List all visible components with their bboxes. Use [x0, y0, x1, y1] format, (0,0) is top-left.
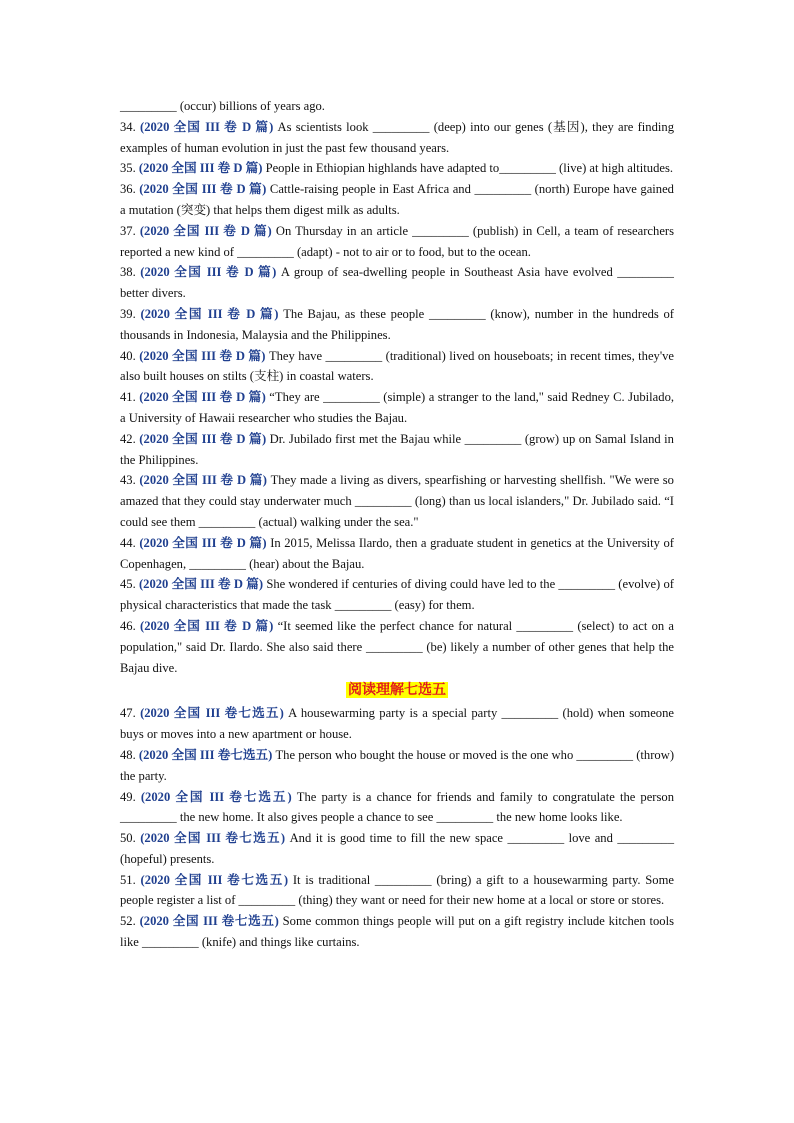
exercise-item [120, 745, 674, 787]
item-number: 38. [120, 265, 136, 280]
item-text: The party is a chance for friends and family to congratulate the person _________ the new home. It also gives people a chance to see _________ the new home looks like. [120, 789, 674, 825]
item-number: 46. [120, 618, 136, 633]
source-tag: (2020 全国 III 卷 D 篇) [139, 473, 267, 488]
item-text: As scientists look _________ (deep) into our genes (基因), they are finding examples of human evolution in just the past few thousand years. [120, 119, 674, 155]
source-tag: (2020 全国 III 卷七选五) [140, 789, 292, 804]
item-number: 48. [120, 747, 136, 762]
exercise-item [120, 117, 674, 159]
item-number: 36. [120, 182, 136, 197]
source-tag: (2020 全国 III 卷 D 篇) [140, 119, 274, 134]
source-tag: (2020 全国 III 卷 D 篇) [139, 348, 266, 363]
exercise-item [120, 911, 674, 953]
source-tag: (2020 全国 III 卷七选五) [140, 831, 286, 846]
item-text: “It seemed like the perfect chance for natural _________ (select) to act on a population," said Dr. Ilardo. She also said there _________ (be) likely a number of other genes that help the Bajau dive. [120, 618, 674, 675]
item-number: 37. [120, 223, 136, 238]
source-tag: (2020 全国 III 卷 D 篇) [139, 390, 266, 405]
item-text: The person who bought the house or moved is the one who _________ (throw) the party. [120, 747, 675, 783]
item-text: People in Ethiopian highlands have adapted to_________ (live) at high altitudes. [265, 161, 674, 176]
source-tag: (2020 全国 III 卷 D 篇) [139, 535, 267, 550]
exercise-list-d [120, 117, 674, 679]
item-number: 34. [120, 119, 136, 134]
source-tag: (2020 全国 III 卷七选五) [140, 706, 284, 721]
exercise-item [120, 387, 674, 429]
exercise-item [120, 828, 674, 870]
exercise-item [120, 870, 674, 912]
item-text: Some common things people will put on a gift registry include kitchen tools like _________ (knife) and things like curtains. [120, 914, 674, 950]
exercise-item [120, 262, 674, 304]
exercise-item [120, 346, 674, 388]
exercise-item [120, 787, 674, 829]
source-tag: (2020 全国 III 卷 D 篇) [138, 577, 264, 592]
source-tag: (2020 全国 III 卷 D 篇) [139, 182, 267, 197]
source-tag: (2020 全国 III 卷 D 篇) [138, 161, 263, 176]
exercise-item [120, 533, 674, 575]
exercise-item [120, 470, 674, 532]
source-tag: (2020 全国 III 卷 D 篇) [140, 306, 279, 321]
source-tag: (2020 全国 III 卷七选五) [138, 747, 273, 762]
item-text: Cattle-raising people in East Africa and _________ (north) Europe have gained a mutation (突变) that helps them digest milk as adults. [120, 182, 674, 217]
item-number: 40. [120, 348, 136, 363]
item-number: 42. [120, 431, 136, 446]
section-heading [120, 679, 674, 701]
source-tag: (2020 全国 III 卷 D 篇) [139, 431, 267, 446]
exercise-item [120, 158, 674, 179]
source-tag: (2020 全国 III 卷七选五) [139, 914, 279, 929]
worksheet-page [120, 96, 674, 953]
item-number: 43. [120, 473, 136, 488]
item-number: 39. [120, 306, 136, 321]
exercise-item [120, 221, 674, 263]
item-text: Dr. Jubilado first met the Bajau while _________ (grow) up on Samal Island in the Philippines. [120, 431, 674, 467]
item-text: In 2015, Melissa Ilardo, then a graduate student in genetics at the University of Copenhagen, _________ (hear) about the Bajau. [120, 535, 674, 571]
continued-fragment: _________ (occur) billions of years ago. [120, 99, 325, 113]
section-heading-label: 阅读理解七选五 [348, 682, 446, 699]
source-tag: (2020 全国 III 卷七选五) [140, 872, 289, 887]
item-text: A housewarming party is a special party _________ (hold) when someone buys or moves into a new apartment or house. [120, 706, 674, 742]
source-tag: (2020 全国 III 卷 D 篇) [139, 223, 272, 238]
item-text: They made a living as divers, spearfishing or harvesting shellfish. "We were so amazed that they could stay underwater much _________ (long) than us local islanders," Dr. Jubilado said. “I could see them _________ (actual) walking under the sea." [120, 473, 674, 529]
exercise-item [120, 429, 674, 471]
item-number: 50. [120, 831, 136, 846]
item-text: A group of sea-dwelling people in Southeast Asia have evolved _________ better divers. [120, 265, 674, 301]
source-tag: (2020 全国 III 卷 D 篇) [140, 618, 274, 633]
item-number: 35. [120, 161, 136, 176]
item-number: 41. [120, 390, 136, 405]
item-number: 49. [120, 789, 136, 804]
item-number: 45. [120, 577, 136, 592]
item-text: They have _________ (traditional) lived on houseboats; in recent times, they've also built houses on stilts (支柱) in coastal waters. [120, 348, 675, 384]
exercise-item [120, 574, 674, 616]
source-tag: (2020 全国 III 卷 D 篇) [140, 265, 277, 280]
item-text: “They are _________ (simple) a stranger to the land," said Redney C. Jubilado, a University of Hawaii researcher who studies the Bajau. [120, 390, 675, 425]
item-text: And it is good time to fill the new space _________ love and _________ (hopeful) presents. [120, 831, 674, 866]
exercise-item [120, 179, 674, 221]
exercise-item [120, 304, 674, 346]
exercise-item [120, 703, 674, 745]
item-number: 47. [120, 706, 136, 721]
exercise-list-qixuanwu [120, 703, 674, 953]
item-text: On Thursday in an article _________ (publish) in Cell, a team of researchers reported a new kind of _________ (adapt) - not to air or to food, but to the ocean. [120, 223, 674, 259]
item-text: She wondered if centuries of diving could have led to the _________ (evolve) of physical characteristics that made the task _________ (easy) for them. [120, 577, 674, 613]
exercise-item [120, 616, 674, 678]
item-number: 52. [120, 914, 136, 929]
item-number: 44. [120, 535, 136, 550]
item-text: The Bajau, as these people _________ (know), number in the hundreds of thousands in Indonesia, Malaysia and the Philippines. [120, 306, 675, 342]
item-number: 51. [120, 872, 136, 887]
item-text: It is traditional _________ (bring) a gift to a housewarming party. Some people register a list of _________ (thing) they want or need for their new home at a local or store or stores. [120, 872, 674, 908]
